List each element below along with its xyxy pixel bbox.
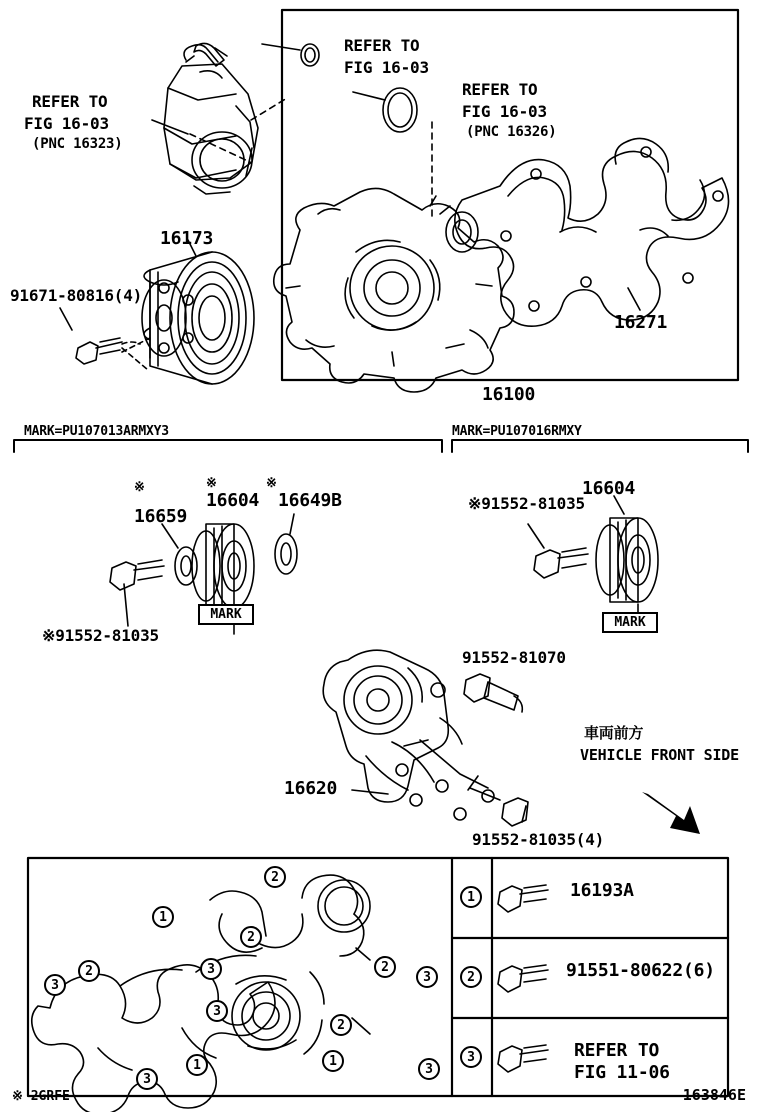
refer-note-right-line2: FIG 16-03	[462, 102, 547, 121]
part-label-16604-right: 16604	[582, 478, 636, 499]
callout-number: 2	[78, 960, 100, 982]
legend-label-2: 91551-80622(6)	[566, 960, 715, 981]
assembly-label-16100: 16100	[482, 384, 536, 405]
callout-number: 1	[322, 1050, 344, 1072]
part-label-16271: 16271	[614, 312, 668, 333]
group-header-left: MARK=PU107013ARMXY3	[24, 424, 169, 439]
part-label-91671-80816: 91671-80816(4)	[10, 286, 143, 305]
legend-circle-2: 2	[460, 966, 482, 988]
callout-number: 3	[418, 1058, 440, 1080]
refer-note-right-line1: REFER TO	[462, 80, 538, 99]
diagram-code: 163846E	[682, 1086, 746, 1104]
callout-number: 3	[416, 966, 438, 988]
callout-number: 2	[374, 956, 396, 978]
refer-note-top-line2: FIG 16-03	[344, 58, 429, 77]
legend-circle-3: 3	[460, 1046, 482, 1068]
legend-circle-1: 1	[460, 886, 482, 908]
callout-number: 2	[264, 866, 286, 888]
callout-number: 2	[240, 926, 262, 948]
mark-badge-right: MARK	[602, 612, 658, 633]
mark-badge-left: MARK	[198, 604, 254, 625]
callout-number: 3	[206, 1000, 228, 1022]
vehicle-front-japanese: 車両前方	[584, 724, 644, 742]
refer-note-left-line2: FIG 16-03	[24, 114, 109, 133]
legend-label-1: 16193A	[570, 880, 634, 901]
part-label-91552-81035-right: ※91552-81035	[468, 494, 585, 513]
callout-number: 2	[330, 1014, 352, 1036]
callout-number: 1	[186, 1054, 208, 1076]
callout-number: 3	[136, 1068, 158, 1090]
legend-label-3b: FIG 11-06	[574, 1062, 670, 1083]
part-label-16649B: 16649B	[278, 490, 342, 511]
callout-number: 3	[44, 974, 66, 996]
callout-number: 3	[200, 958, 222, 980]
refer-note-left-line1: REFER TO	[32, 92, 108, 111]
part-label-16620: 16620	[284, 778, 338, 799]
callout-number: 1	[152, 906, 174, 928]
part-label-16659: 16659	[134, 506, 188, 527]
part-label-91552-81035-4: 91552-81035(4)	[472, 830, 605, 849]
star-mark-2: ※	[206, 476, 217, 491]
refer-note-left-line3: (PNC 16323)	[32, 136, 123, 152]
star-mark-3: ※	[266, 476, 277, 491]
star-mark-1: ※	[134, 480, 145, 495]
refer-note-right-line3: (PNC 16326)	[466, 124, 557, 140]
legend-label-3: REFER TO	[574, 1040, 660, 1061]
refer-note-top-line1: REFER TO	[344, 36, 420, 55]
group-header-right: MARK=PU107016RMXY	[452, 424, 582, 439]
footnote-engine-code: ※ 2GRFE	[12, 1089, 70, 1104]
vehicle-front-english: VEHICLE FRONT SIDE	[580, 746, 739, 764]
part-label-91552-81035-left: ※91552-81035	[42, 626, 159, 645]
part-label-16604-left: 16604	[206, 490, 260, 511]
part-label-16173: 16173	[160, 228, 214, 249]
part-label-91552-81070: 91552-81070	[462, 648, 566, 667]
